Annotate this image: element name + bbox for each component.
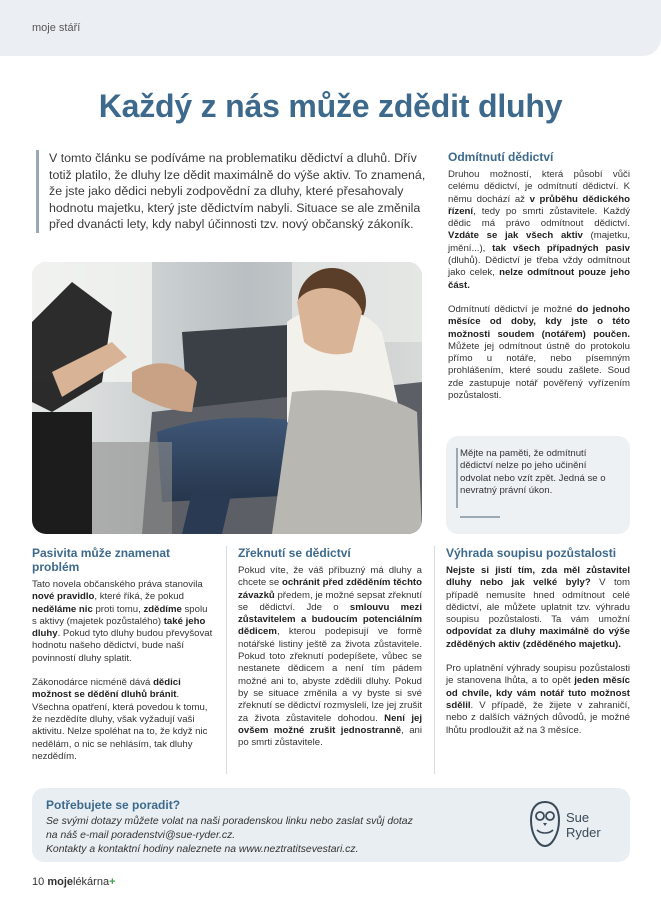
page-number: 10	[32, 876, 45, 888]
refusal-paragraph-1: Druhou možností, která působí vůči celému dědictví, je odmítnutí dědictví. K němu dochází až v průběhu dědického řízení, tedy po smrti zůstavitele. Každý dědic má právo odmítnout dědictví. Vzdáte se jak všech aktiv (majetku, jmění...), tak všech případných pasiv (dluhů). Dědictví je třeba vždy odmítnout jako celek, nelze odmítnout pouze jeho část.	[448, 169, 631, 291]
contact-line-1: Se svými dotazy můžete volat na naši poradenskou linku nebo zaslat svůj dotaz	[46, 816, 413, 827]
page-footer	[32, 876, 116, 888]
note-underline	[460, 516, 500, 518]
column-divider	[226, 546, 227, 774]
sue-ryder-logo	[528, 798, 618, 852]
inventory-section	[446, 546, 630, 737]
owl-icon	[528, 798, 562, 850]
brand-plus-icon: +	[109, 876, 116, 888]
contact-title: Potřebujete se poradit?	[46, 798, 181, 812]
note-box	[446, 436, 630, 534]
article-title: Každý z nás může zdědit dluhy	[98, 88, 563, 124]
brand-name-lekarna: lékárna	[73, 876, 110, 888]
renunciation-title: Zřeknutí se dědictví	[238, 546, 351, 560]
inventory-paragraph-2: Pro uplatnění výhrady soupisu pozůstalosti je stanovena lhůta, a to opět jeden měsíc od chvíle, kdy vám notář tuto možnost sdělil. V případě, že žijete v zahraničí, nebo z dalších vážných důvodů, je možné lhůtu prodloužit až na 3 měsíce.	[446, 663, 630, 736]
refusal-title: Odmítnutí dědictví	[448, 150, 554, 164]
passivity-paragraph-1: Tato novela občanského práva stanovila nové pravidlo, které říká, že pokud neděláme nic proti tomu, zdědíme spolu s aktivy (majetek pozůstalého) také jeho dluhy. Pokud tyto dluhy budou převyšovat hodnotu našeho dědictví, bude naší povinností dluhy splatit.	[32, 579, 213, 664]
section-label: moje stáří	[32, 22, 81, 34]
contact-box	[32, 788, 630, 862]
intro-paragraph: V tomto článku se podíváme na problematiku dědictví a dluhů. Dřív totiž platilo, že dluhy lze dědit maximálně do výše aktiv. To znamená, že jste jako dědici nebyli zodpovědní za dluhy, které přesahovaly hodnotu majetku, který jste dědictvím nabyli. Situace se ale změnila před dvanácti lety, kdy nabyl účinnosti tzv. nový občanský zákoník.	[36, 150, 428, 233]
note-text: Mějte na paměti, že odmítnutí dědictví nelze po jeho učinění odvolat nebo vzít zpět. Jedná se o nevratný právní úkon.	[460, 448, 606, 496]
inventory-title: Výhrada soupisu pozůstalosti	[446, 546, 617, 560]
contact-line-3: Kontakty a kontaktní hodiny naleznete na www.neztratitsevestari.cz.	[46, 844, 359, 855]
article-photo	[32, 262, 422, 534]
renunciation-paragraph: Pokud víte, že váš příbuzný má dluhy a chcete se ochránit před zděděním těchto závazků předem, je možné sepsat zřeknutí se dědictví. Jde o smlouvu mezi zůstavitelem a budoucím potenciálním dědicem, kterou podepisují ve formě notářské listiny ještě za života zůstavitele. Pokud toto zřeknutí podepíšete, vůbec se nestanete dědicem a není tím pádem možné ani to, abyste zdědili dluhy. Pokud by se situace změnila a vy byste si své zřeknutí se dědictví rozmysleli, lze jej zrušit za života zůstavitele dohodou. Není jej ovšem možné zrušit jednostranně, ani po smrti zůstavitele.	[238, 565, 422, 749]
contact-line-2: na náš e-mail poradenstvi@sue-ryder.cz.	[46, 830, 236, 841]
renunciation-section	[238, 546, 422, 749]
refusal-paragraph-2: Odmítnutí dědictví je možné do jednoho měsíce od doby, kdy jste o této možnosti soudem (notářem) poučen. Můžete jej odmítnout ústně do protokolu přímo u notáře, nebo písemným prohlášením, které soudu zašlete. Soud zde zastupuje notář pověřený vyřízením pozůstalosti.	[448, 303, 630, 402]
header-strip	[0, 0, 661, 56]
quote-bar	[456, 448, 458, 508]
passivity-title: Pasivita může znamenat problém	[32, 546, 171, 574]
inventory-paragraph-1: Nejste si jistí tím, zda měl zůstavitel dluhy nebo jak velké byly? V tom případě nemusíte hned odmítnout celé dědictví, ale můžete uplatnit tzv. výhradu soupisu pozůstalosti. Ta vám umožní odpovídat za dluhy maximálně do výše zděděných aktiv (zděděného majetku).	[446, 565, 630, 650]
logo-text: Sue Ryder	[566, 810, 601, 840]
refusal-section	[448, 150, 630, 402]
passivity-paragraph-2: Zákonodárce nicméně dává dědici možnost se dědění dluhů bránit. Všechna opatření, která povedou k tomu, že nezdědíte dluhy, však vyžadují vaši aktivitu. Nelze spoléhat na to, že když nic nedělám, o nic se nehlásím, tak dluhy nezdědím.	[32, 677, 208, 762]
photo-illustration	[32, 262, 422, 534]
column-divider	[434, 546, 435, 774]
passivity-section	[32, 546, 214, 763]
brand-name-moje: moje	[47, 876, 73, 888]
